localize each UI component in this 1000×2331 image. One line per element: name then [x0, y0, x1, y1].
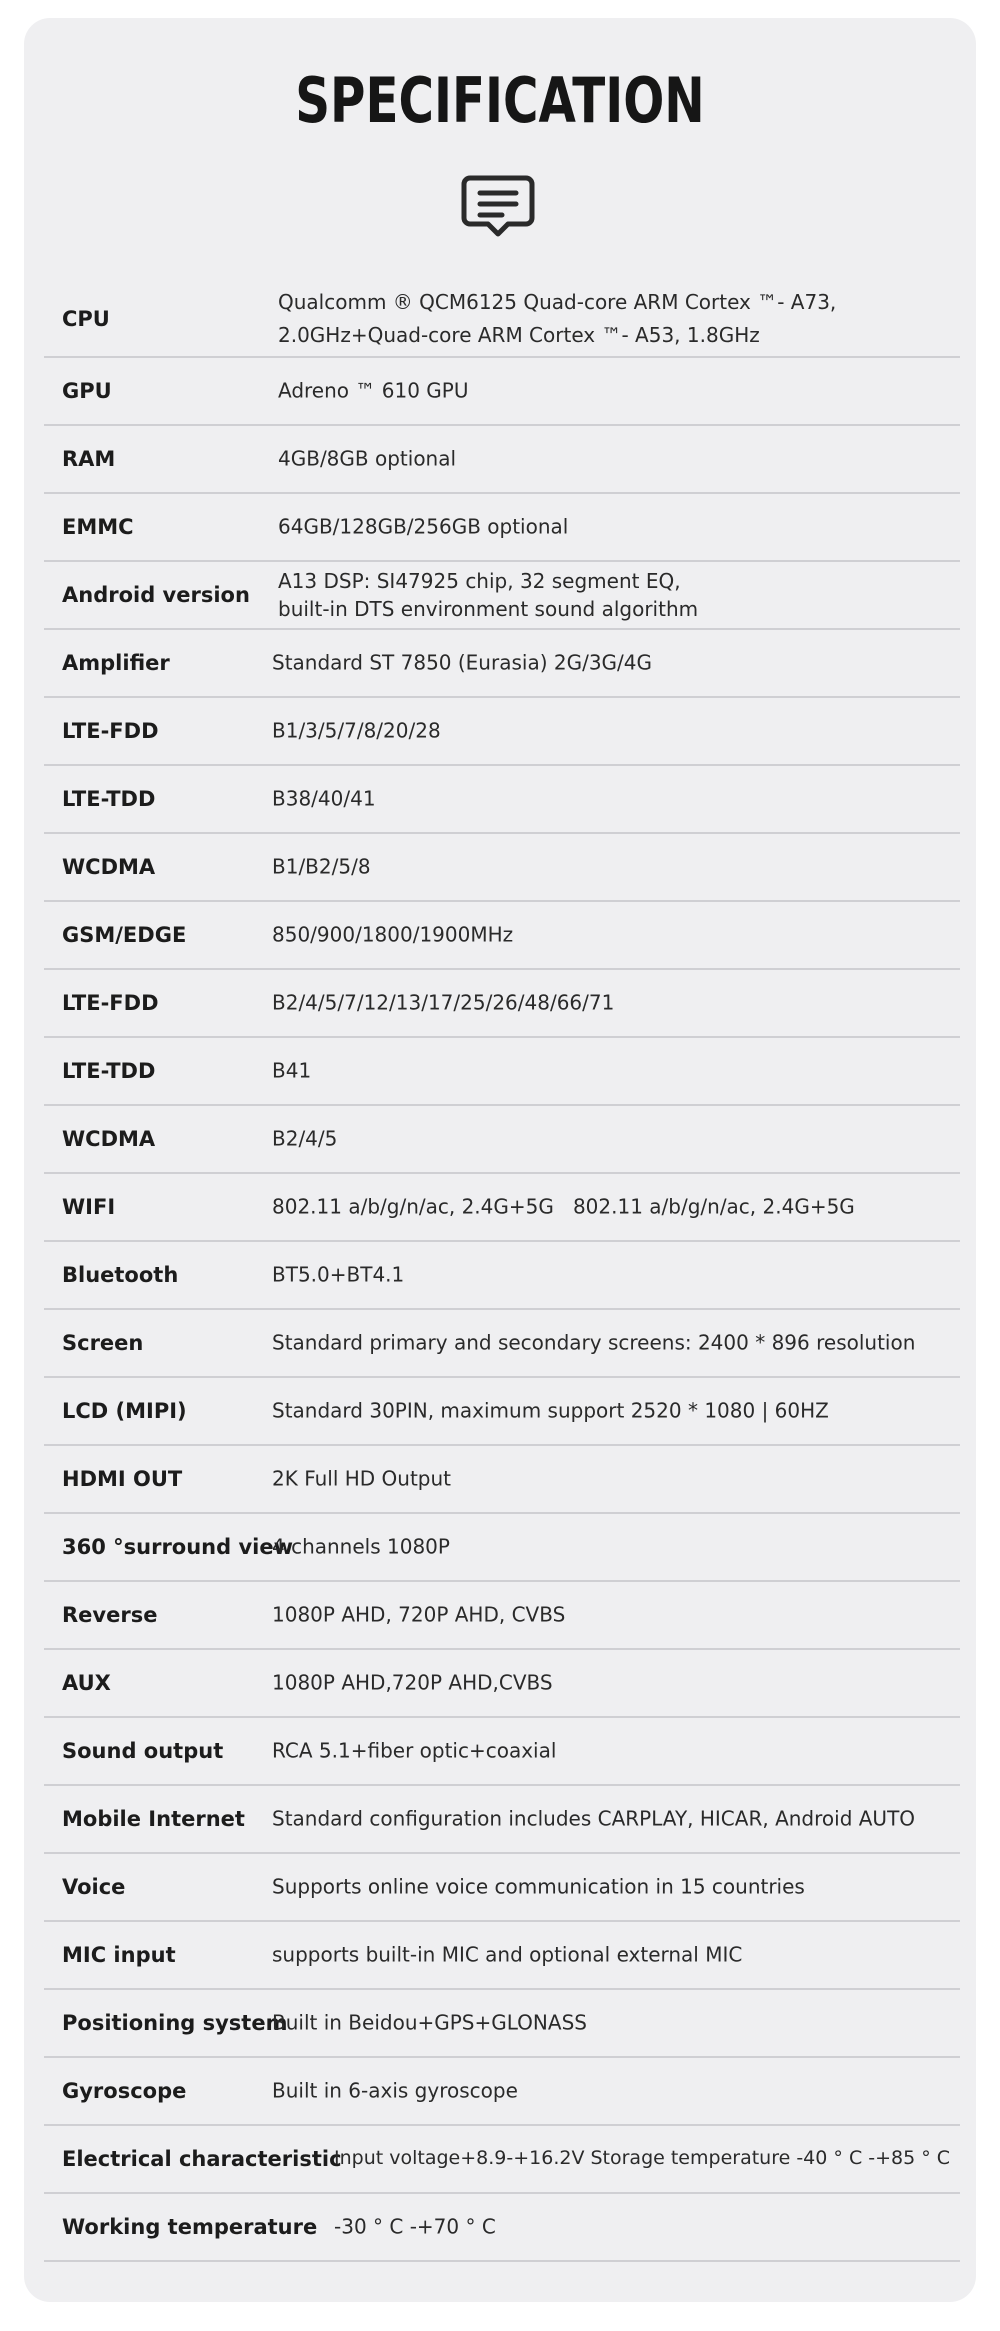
spec-row-lte-fdd	[44, 698, 960, 766]
spec-value: Standard ST 7850 (Eurasia) 2G/3G/4G	[272, 650, 652, 675]
spec-label: Working temperature	[62, 2215, 318, 2239]
spec-label: 360 °surround view	[62, 1535, 294, 1559]
spec-label: Sound output	[62, 1739, 224, 1763]
spec-label: GPU	[62, 379, 112, 403]
spec-value: 64GB/128GB/256GB optional	[278, 514, 569, 539]
page-title: SPECIFICATION	[295, 64, 705, 137]
spec-value: 802.11 a/b/g/n/ac, 2.4G+5G 802.11 a/b/g/n/ac, 2.4G+5G	[272, 1194, 855, 1219]
spec-value: Supports online voice communication in 15 countries	[272, 1874, 805, 1899]
spec-label: WCDMA	[62, 855, 156, 879]
spec-label: Reverse	[62, 1603, 158, 1627]
spec-card	[24, 18, 976, 2302]
spec-row-electrical-characteristic	[44, 2126, 960, 2194]
spec-row-gsm-edge	[44, 902, 960, 970]
spec-value: 4GB/8GB optional	[278, 446, 457, 471]
spec-label: GSM/EDGE	[62, 923, 187, 947]
spec-value: Standard configuration includes CARPLAY, HICAR, Android AUTO	[272, 1806, 916, 1831]
spec-label: Android version	[62, 583, 250, 607]
spec-label: Electrical characteristic	[62, 2147, 342, 2171]
spec-label: HDMI OUT	[62, 1467, 183, 1491]
spec-row-wcdma	[44, 834, 960, 902]
spec-row-android-version	[44, 562, 960, 630]
spec-label: WCDMA	[62, 1127, 156, 1151]
spec-value: -30 ° C -+70 ° C	[334, 2214, 496, 2239]
spec-row-mic-input	[44, 1922, 960, 1990]
spec-row-voice	[44, 1854, 960, 1922]
spec-row-positioning-system	[44, 1990, 960, 2058]
spec-row-mobile-internet	[44, 1786, 960, 1854]
spec-row-surround-view	[44, 1514, 960, 1582]
spec-value: Input voltage+8.9-+16.2V Storage temperature -40 ° C -+85 ° C	[334, 2147, 951, 2170]
spec-row-aux	[44, 1650, 960, 1718]
spec-label: MIC input	[62, 1943, 176, 1967]
spec-value-line: 2.0GHz+Quad-core ARM Cortex ™- A53, 1.8GHz	[278, 323, 760, 347]
spec-row-lte-fdd-2	[44, 970, 960, 1038]
spec-value: B41	[272, 1058, 312, 1083]
spec-label: Amplifier	[62, 651, 170, 675]
spec-value: Adreno ™ 610 GPU	[278, 378, 469, 403]
spec-label: Voice	[62, 1875, 126, 1899]
spec-row-lte-tdd	[44, 766, 960, 834]
spec-value: 850/900/1800/1900MHz	[272, 922, 514, 947]
spec-row-emmc	[44, 494, 960, 562]
spec-value: 1080P AHD,720P AHD,CVBS	[272, 1670, 553, 1695]
spec-value: B2/4/5	[272, 1126, 338, 1151]
spec-row-amplifier	[44, 630, 960, 698]
spec-label: LTE-FDD	[62, 991, 159, 1015]
spec-row-wcdma-2	[44, 1106, 960, 1174]
spec-value: B1/3/5/7/8/20/28	[272, 718, 441, 743]
spec-value: B38/40/41	[272, 786, 376, 811]
spec-label: Mobile Internet	[62, 1807, 245, 1831]
spec-label: Positioning system	[62, 2011, 288, 2035]
spec-row-gpu	[44, 358, 960, 426]
spec-value: Standard 30PIN, maximum support 2520 * 1080 | 60HZ	[272, 1398, 829, 1423]
spec-value: RCA 5.1+fiber optic+coaxial	[272, 1738, 557, 1763]
spec-label: RAM	[62, 447, 116, 471]
spec-row-cpu	[44, 282, 960, 358]
spec-value: 4 channels 1080P	[272, 1534, 450, 1559]
spec-label: Screen	[62, 1331, 144, 1355]
spec-table	[44, 282, 960, 2262]
spec-row-lcd-mipi	[44, 1378, 960, 1446]
spec-row-working-temperature	[44, 2194, 960, 2262]
spec-value: Standard primary and secondary screens: 2400 * 896 resolution	[272, 1330, 916, 1355]
spec-value: Built in 6-axis gyroscope	[272, 2078, 518, 2103]
spec-row-screen	[44, 1310, 960, 1378]
spec-row-gyroscope	[44, 2058, 960, 2126]
spec-value: B1/B2/5/8	[272, 854, 371, 879]
spec-label: Bluetooth	[62, 1263, 179, 1287]
spec-row-ram	[44, 426, 960, 494]
spec-row-hdmi-out	[44, 1446, 960, 1514]
spec-value: BT5.0+BT4.1	[272, 1262, 405, 1287]
spec-row-sound-output	[44, 1718, 960, 1786]
spec-label: EMMC	[62, 515, 134, 539]
spec-label: CPU	[62, 307, 110, 331]
spec-value: supports built-in MIC and optional external MIC	[272, 1942, 743, 1967]
spec-row-bluetooth	[44, 1242, 960, 1310]
spec-label: LTE-TDD	[62, 1059, 156, 1083]
spec-value: Built in Beidou+GPS+GLONASS	[272, 2010, 587, 2035]
spec-row-wifi	[44, 1174, 960, 1242]
chat-document-icon	[456, 164, 540, 248]
spec-value-line: built-in DTS environment sound algorithm	[278, 597, 699, 621]
spec-label: AUX	[62, 1671, 111, 1695]
spec-value: B2/4/5/7/12/13/17/25/26/48/66/71	[272, 990, 615, 1015]
spec-label: LTE-TDD	[62, 787, 156, 811]
spec-value: 1080P AHD, 720P AHD, CVBS	[272, 1602, 566, 1627]
spec-row-reverse	[44, 1582, 960, 1650]
spec-value	[278, 286, 836, 352]
spec-label: LCD (MIPI)	[62, 1399, 187, 1423]
spec-value	[278, 567, 698, 623]
spec-row-lte-tdd-2	[44, 1038, 960, 1106]
spec-label: WIFI	[62, 1195, 116, 1219]
spec-label: LTE-FDD	[62, 719, 159, 743]
spec-value: 2K Full HD Output	[272, 1466, 452, 1491]
spec-value-line: Qualcomm ® QCM6125 Quad-core ARM Cortex ™- A73,	[278, 290, 837, 314]
spec-value-line: A13 DSP: SI47925 chip, 32 segment EQ,	[278, 569, 681, 593]
spec-label: Gyroscope	[62, 2079, 187, 2103]
